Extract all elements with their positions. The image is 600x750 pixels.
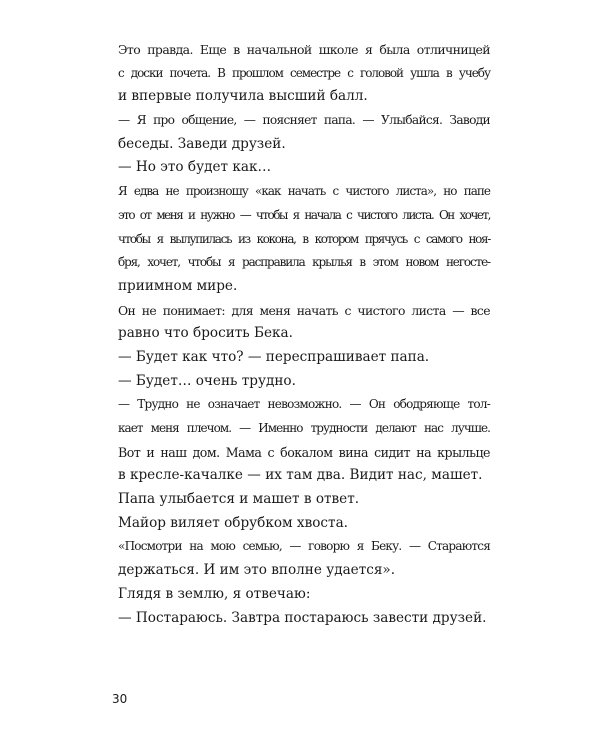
text-line: и впервые получила высший балл. [118,88,368,105]
text-line: бря, хочет, чтобы я расправила крылья в этом новом негосте- [118,255,490,270]
text-line: Это правда. Еще в начальной школе я была отличницей [118,42,490,57]
text-line: Майор виляет обрубком хвоста. [118,514,348,531]
text-line: Я едва не произношу «как начать с чистого листа», но папе [118,184,490,199]
text-line: — Я про общение, — поясняет папа. — Улыбайся. Заводи [118,113,490,128]
text-line: — Постараюсь. Завтра постараюсь завести друзей. [118,609,487,626]
text-line: — Будет… очень трудно. [118,372,296,389]
text-line: равно что бросить Бека. [118,325,293,342]
text-line: кает меня плечом. — Именно трудности делают нас лучше. [118,421,490,435]
page-number: 30 [112,692,128,706]
text-line: «Посмотри на мою семью, — говорю я Беку. — Стараются [118,539,490,554]
text-line: чтобы я вылупилась из кокона, в котором прячусь с самого ноя- [118,231,490,246]
text-line: Папа улыбается и машет в ответ. [118,491,360,508]
text-line: приимном мире. [118,277,238,294]
text-line: Глядя в землю, я отвечаю: [118,585,311,602]
text-line: — Трудно не означает невозможно. — Он ободряюще тол- [118,397,490,412]
text-line: Вот и наш дом. Мама с бокалом вина сидит на крыльце [118,444,490,460]
text-line: — Но это будет как… [118,159,272,176]
text-line: — Будет как что? — переспрашивает папа. [118,348,430,365]
text-line: беседы. Заведи друзей. [118,135,286,152]
text-line: в кресле-качалке — их там два. Видит нас, машет. [118,467,483,484]
text-line: это от меня и нужно — чтобы я начала с чистого листа. Он хочет, [118,207,490,222]
text-line: держаться. И им это вполне удается». [118,562,396,579]
text-line: Он не понимает: для меня начать с чистого листа — все [118,302,490,318]
body-text [118,38,490,630]
text-line: с доски почета. В прошлом семестре с головой ушла в учебу [118,65,490,80]
